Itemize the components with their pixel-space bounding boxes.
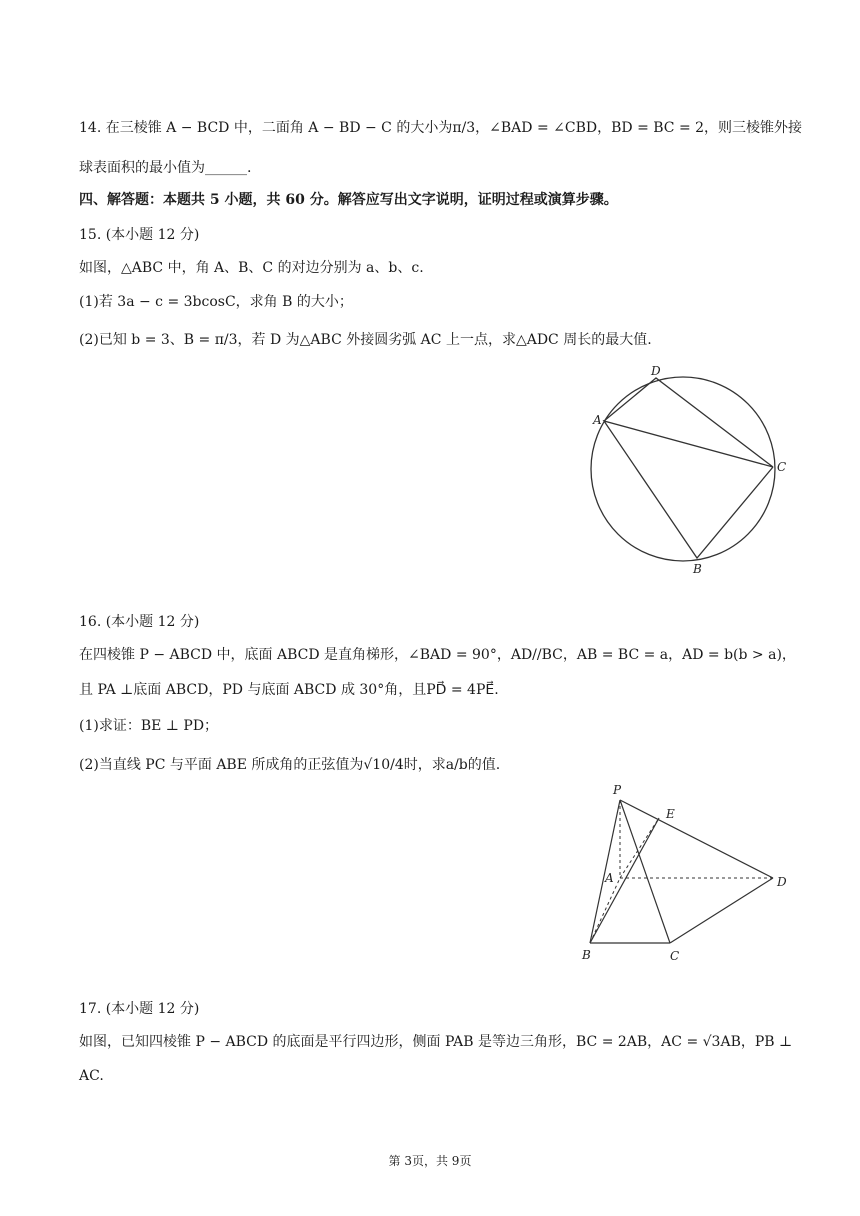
label-B: B xyxy=(693,562,702,576)
q16-part-2: (2)当直线 PC 与平面 ABE 所成角的正弦值为√10/4时，求a/b的值. xyxy=(79,757,501,773)
q14-line-1: 14. 在三棱锥 A − BCD 中，二面角 A − BD − C 的大小为π/3，∠BAD = ∠CBD，BD = BC = 2，则三棱锥外接 xyxy=(79,120,803,136)
page-footer: 第 3页，共 9页 xyxy=(388,1154,472,1168)
label-P: P xyxy=(613,783,622,797)
q15-circle-figure xyxy=(580,360,800,589)
label-C: C xyxy=(777,460,787,474)
q16-pyramid-figure xyxy=(575,778,800,972)
label-D: D xyxy=(777,875,787,889)
label-C: C xyxy=(670,949,680,963)
q14-line-2: 球表面积的最小值为______. xyxy=(79,160,252,176)
q17-header: 17. (本小题 12 分) xyxy=(79,1001,200,1017)
triangle-lines xyxy=(604,378,773,558)
circumcircle xyxy=(591,377,775,561)
q17-line-1: 如图，已知四棱锥 P − ABCD 的底面是平行四边形，侧面 PAB 是等边三角形，BC = 2AB，AC = √3AB，PB ⊥ xyxy=(79,1034,793,1050)
q16-header: 16. (本小题 12 分) xyxy=(79,614,200,630)
q17-line-2: AC. xyxy=(79,1068,104,1084)
label-B: B xyxy=(582,948,591,962)
label-E: E xyxy=(666,807,675,821)
q16-line-1: 在四棱锥 P − ABCD 中，底面 ABCD 是直角梯形，∠BAD = 90°，AD//BC，AB = BC = a，AD = b(b > a)， xyxy=(79,647,796,663)
q15-header: 15. (本小题 12 分) xyxy=(79,227,200,243)
q16-line-2: 且 PA ⊥底面 ABCD，PD 与底面 ABCD 成 30°角，且PD⃗ = 4PE⃗. xyxy=(79,682,499,698)
label-D: D xyxy=(651,364,661,378)
q15-part-1: (1)若 3a − c = 3bcosC，求角 B 的大小； xyxy=(79,294,353,310)
label-A: A xyxy=(605,871,614,885)
section-heading: 四、解答题：本题共 5 小题，共 60 分。解答应写出文字说明，证明过程或演算步骤。 xyxy=(79,192,618,208)
q16-part-1: (1)求证：BE ⊥ PD； xyxy=(79,718,219,734)
q15-intro: 如图，△ABC 中，角 A、B、C 的对边分别为 a、b、c. xyxy=(79,260,424,276)
label-A: A xyxy=(593,413,602,427)
q15-part-2: (2)已知 b = 3、B = π/3，若 D 为△ABC 外接圆劣弧 AC 上一点，求△ADC 周长的最大值. xyxy=(79,332,652,348)
